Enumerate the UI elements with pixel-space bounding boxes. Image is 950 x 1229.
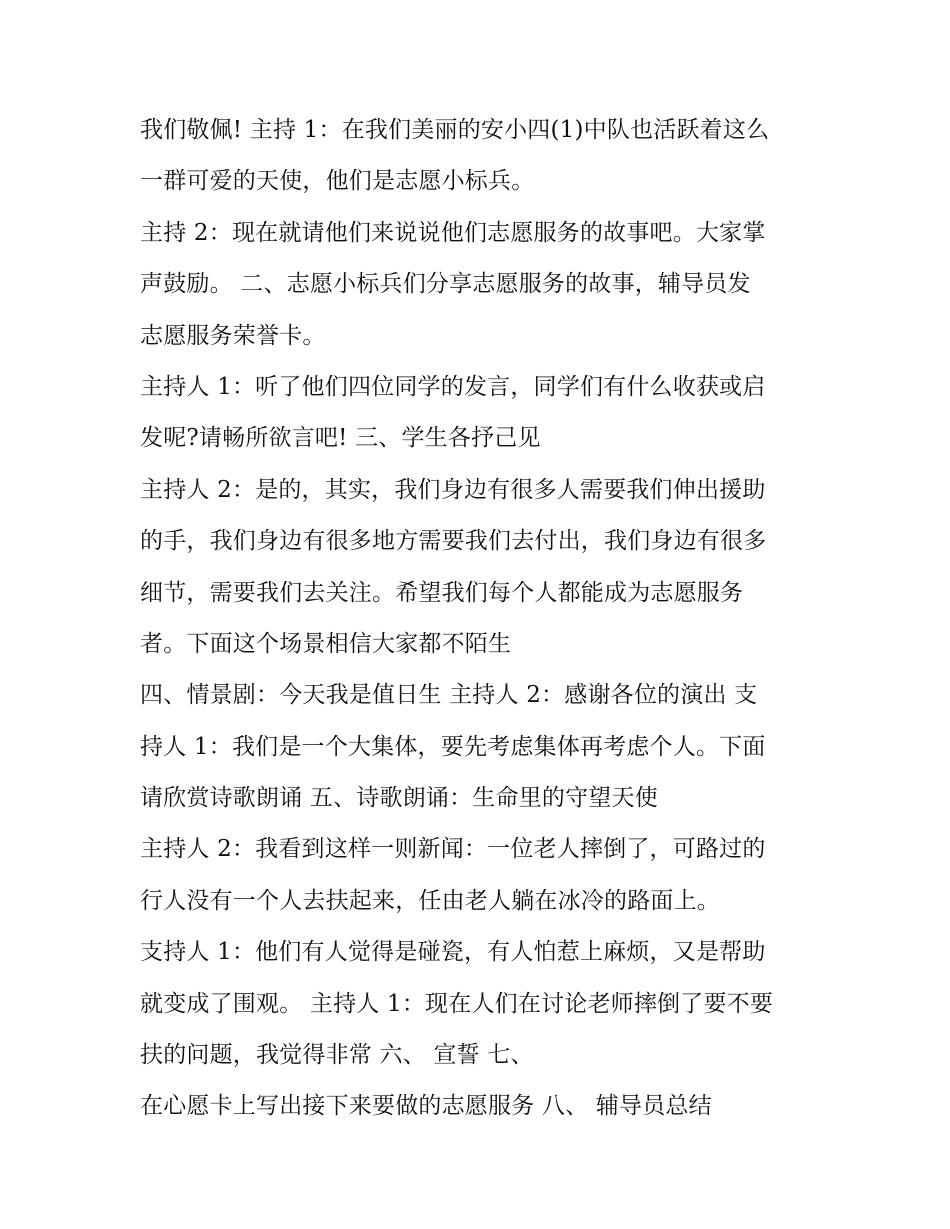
text-line: 持人 1：我们是一个大集体，要先考虑集体再考虑个人。下面	[140, 733, 766, 760]
document-body	[140, 105, 820, 1133]
text-line: 的手，我们身边有很多地方需要我们去付出，我们身边有很多	[140, 528, 767, 555]
text-line: 请欣赏诗歌朗诵 五、诗歌朗诵：生命里的守望天使	[140, 785, 658, 812]
text-line: 扶的问题，我觉得非常 六、 宣誓 七、	[140, 1042, 534, 1069]
text-line: 主持人 1：听了他们四位同学的发言，同学们有什么收获或启	[140, 373, 766, 400]
text-line: 就变成了围观。 主持人 1：现在人们在讨论老师摔倒了要不要	[140, 990, 774, 1017]
text-line: 主持 2：现在就请他们来说说他们志愿服务的故事吧。大家掌	[140, 219, 766, 246]
text-line: 志愿服务荣誉卡。	[140, 322, 326, 349]
text-line: 主持人 2：我看到这样一则新闻：一位老人摔倒了，可路过的	[140, 836, 766, 863]
text-line: 主持人 2：是的，其实，我们身边有很多人需要我们伸出援助	[140, 476, 766, 503]
text-line: 四、情景剧：今天我是值日生 主持人 2：感谢各位的演出 支	[140, 682, 758, 709]
text-line: 发呢?请畅所欲言吧! 三、学生各抒己见	[140, 425, 541, 452]
text-line: 支持人 1：他们有人觉得是碰瓷，有人怕惹上麻烦，又是帮助	[140, 939, 766, 966]
text-line: 我们敬佩! 主持 1：在我们美丽的安小四(1)中队也活跃着这么	[140, 117, 770, 143]
text-line: 声鼓励。 二、志愿小标兵们分享志愿服务的故事，辅导员发	[140, 271, 751, 298]
text-line: 在心愿卡上写出接下来要做的志愿服务 八、 辅导员总结	[140, 1093, 712, 1120]
text-line: 一群可爱的天使，他们是志愿小标兵。	[140, 168, 535, 195]
text-line: 者。下面这个场景相信大家都不陌生	[140, 630, 512, 657]
text-line: 细节，需要我们去关注。希望我们每个人都能成为志愿服务	[140, 579, 744, 606]
text-line: 行人没有一个人去扶起来，任由老人躺在冰冷的路面上。	[140, 887, 720, 914]
